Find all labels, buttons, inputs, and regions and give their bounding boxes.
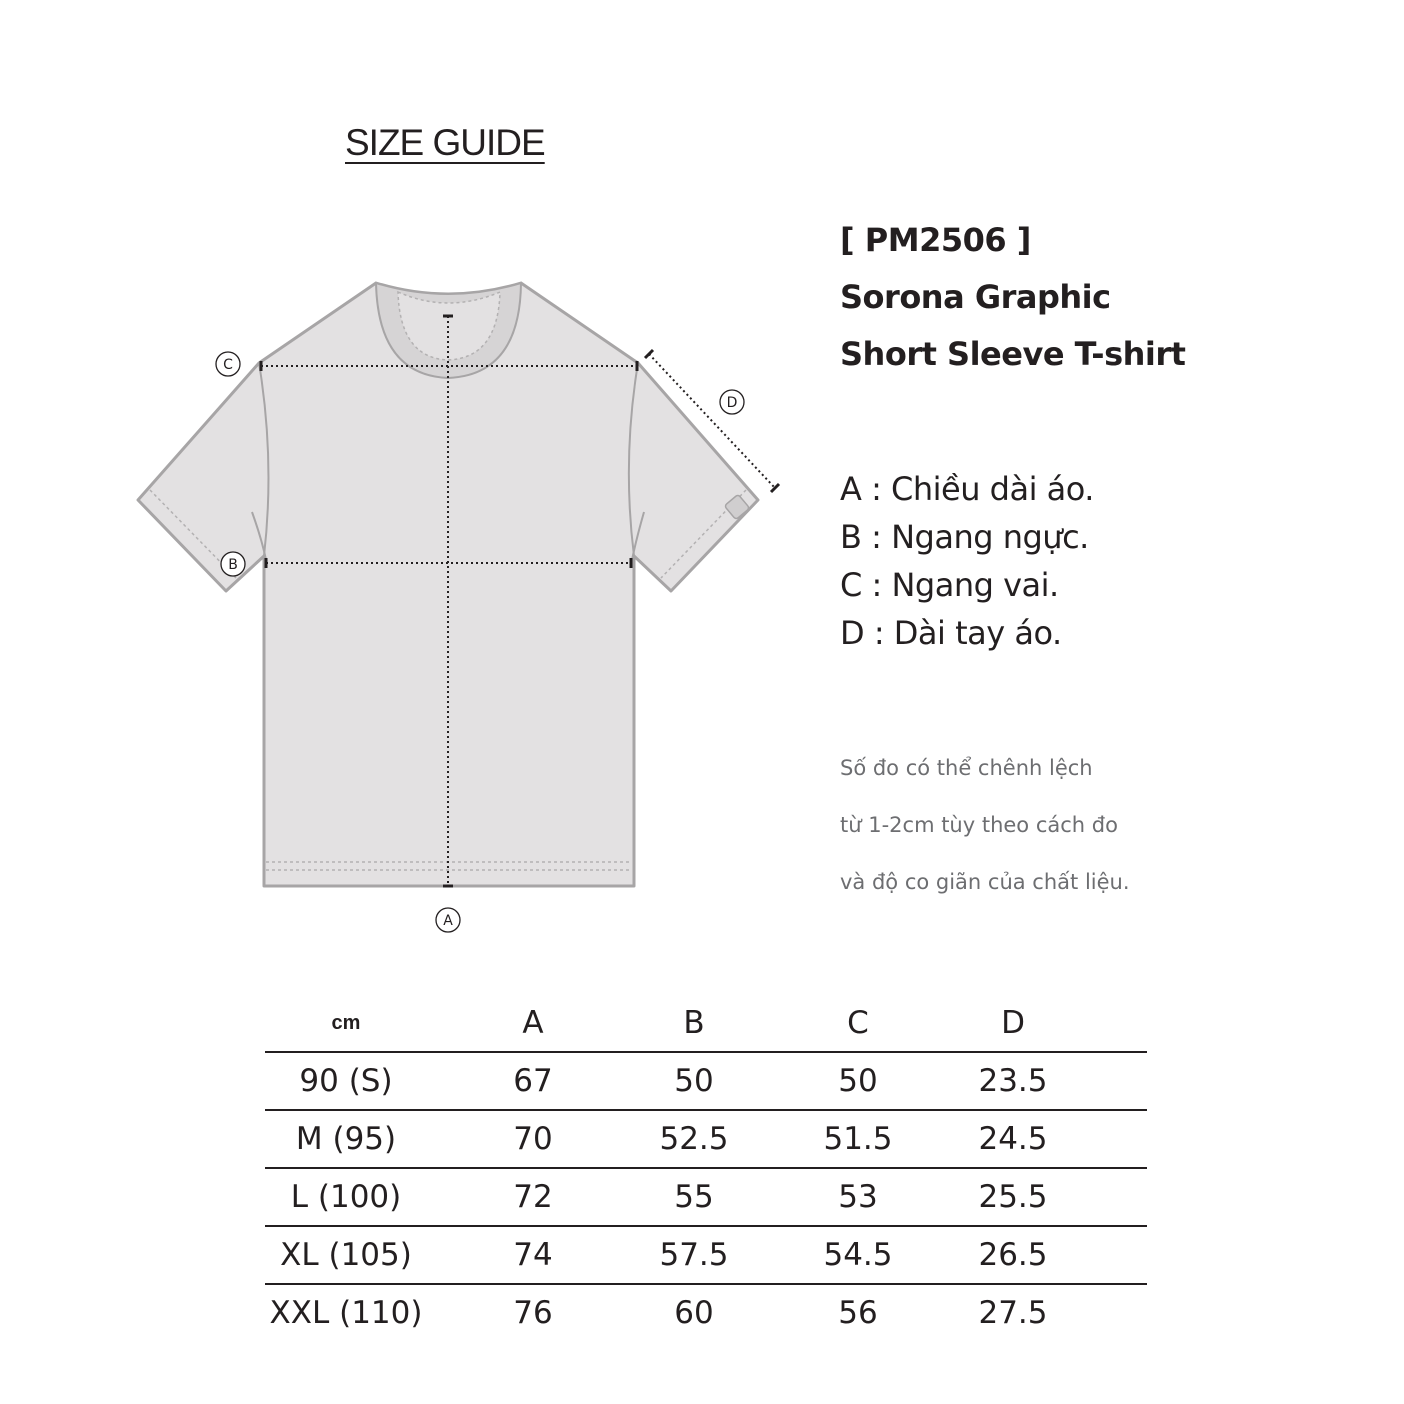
table-row [265,1168,1147,1226]
header-a: A [522,1005,544,1041]
header-c: C [847,1005,869,1041]
c-cell: 53 [749,1168,967,1226]
header-spacer [1059,995,1147,1052]
label-d [720,390,744,414]
legend-item-c: C : Ngang vai. [840,566,1059,604]
svg-text:C: C [223,357,233,373]
label-c [216,352,240,376]
a-cell: 76 [427,1284,639,1341]
d-cell: 26.5 [967,1226,1059,1284]
spacer-cell [1059,1052,1147,1110]
b-cell: 60 [639,1284,749,1341]
spacer-cell [1059,1110,1147,1168]
a-cell: 70 [427,1110,639,1168]
b-cell: 55 [639,1168,749,1226]
measure-d-tick-bottom [771,484,779,492]
note-line-1: Số đo có thể chênh lệch [840,756,1093,780]
unit-header: cm [331,1011,361,1034]
label-a [436,908,460,932]
c-cell: 54.5 [749,1226,967,1284]
legend-item-b: B : Ngang ngực. [840,518,1089,556]
spacer-cell [1059,1226,1147,1284]
size-cell: XL (105) [265,1226,427,1284]
product-code: [ PM2506 ] [840,221,1031,259]
product-name-line2: Short Sleeve T-shirt [840,335,1186,373]
spacer-cell [1059,1284,1147,1341]
measurement-legend [840,465,1094,657]
product-name-line1: Sorona Graphic [840,278,1111,316]
svg-text:A: A [443,913,453,929]
legend-item-a: A : Chiều dài áo. [840,470,1094,508]
d-cell: 27.5 [967,1284,1059,1341]
size-table [265,995,1147,1341]
a-cell: 74 [427,1226,639,1284]
c-cell: 56 [749,1284,967,1341]
header-d: D [1001,1005,1025,1041]
size-cell: 90 (S) [265,1052,427,1110]
size-cell: XXL (110) [265,1284,427,1341]
legend-item-d: D : Dài tay áo. [840,614,1062,652]
measurement-note [840,740,1130,911]
c-cell: 51.5 [749,1110,967,1168]
size-cell: L (100) [265,1168,427,1226]
size-cell: M (95) [265,1110,427,1168]
b-cell: 57.5 [639,1226,749,1284]
measure-d-tick-top [645,350,653,358]
a-cell: 67 [427,1052,639,1110]
size-table-header [265,995,1147,1052]
table-row [265,1284,1147,1341]
b-cell: 50 [639,1052,749,1110]
a-cell: 72 [427,1168,639,1226]
spacer-cell [1059,1168,1147,1226]
page-title: SIZE GUIDE [345,122,545,163]
svg-text:B: B [228,557,238,573]
product-info [840,212,1185,383]
d-cell: 23.5 [967,1052,1059,1110]
d-cell: 24.5 [967,1110,1059,1168]
header-b: B [683,1005,705,1041]
note-line-3: và độ co giãn của chất liệu. [840,870,1130,894]
table-row [265,1110,1147,1168]
table-row [265,1052,1147,1110]
note-line-2: từ 1-2cm tùy theo cách đo [840,813,1118,837]
svg-text:D: D [726,395,738,411]
d-cell: 25.5 [967,1168,1059,1226]
c-cell: 50 [749,1052,967,1110]
label-b [221,552,245,576]
table-row [265,1226,1147,1284]
b-cell: 52.5 [639,1110,749,1168]
